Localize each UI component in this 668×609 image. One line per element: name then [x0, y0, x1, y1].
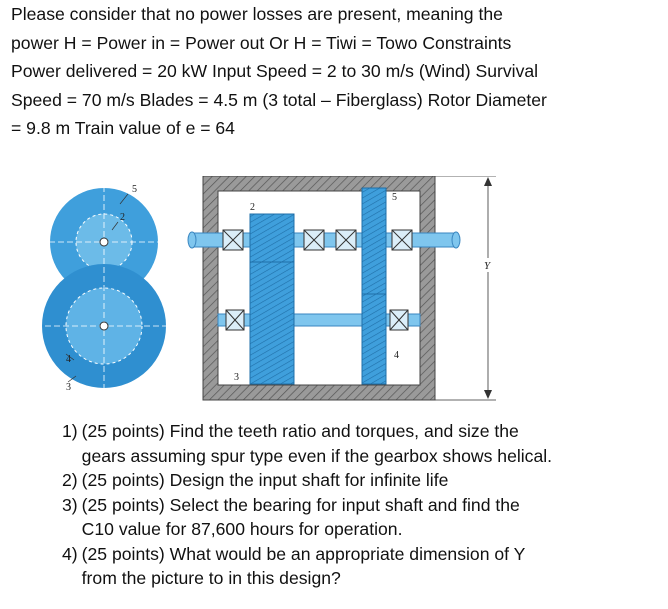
bearing-icon [336, 230, 356, 250]
housing-cavity [218, 191, 420, 385]
question-number: 1) [62, 421, 78, 441]
question-item [62, 419, 662, 468]
gear-label-2: 2 [250, 202, 255, 213]
gear-label-3: 3 [234, 372, 239, 383]
gear-label-2: 2 [120, 212, 125, 223]
gear-3 [250, 262, 294, 384]
intro-line: Please consider that no power losses are present, meaning the [11, 4, 503, 24]
gear-face-view [36, 184, 172, 393]
gear-label-4: 4 [66, 354, 71, 365]
question-text: (25 points) Find the teeth ratio and torques, and size the gears assuming spur type even if the gearbox shows helical. [81, 421, 553, 466]
arrow-up-icon [484, 177, 492, 186]
dimension-y-label: Y [484, 260, 491, 272]
gear-label-3: 3 [66, 382, 71, 393]
intro-line: = 9.8 m Train value of e = 64 [11, 118, 235, 139]
question-number: 3) [62, 494, 78, 515]
center-mark-icon [100, 322, 108, 330]
gear-label-5: 5 [392, 192, 397, 203]
question-text: (25 points) Select the bearing for input shaft and find the C10 value for 87,600 hours for operation. [81, 494, 520, 539]
bearing-icon [226, 310, 244, 330]
gear-label-5: 5 [132, 184, 137, 195]
question-number: 2) [62, 470, 78, 490]
bearing-icon [390, 310, 408, 330]
question-item [62, 493, 662, 542]
intro-line: Speed = 70 m/s Blades = 4.5 m (3 total – Fiberglass) Rotor Diameter [11, 89, 547, 110]
question-list [62, 419, 662, 591]
bearing-icon [304, 230, 324, 250]
bearing-icon [392, 230, 412, 250]
gear-4 [362, 294, 386, 384]
question-number: 4) [62, 543, 78, 564]
gearbox-section [188, 176, 496, 400]
intro-line: Power delivered = 20 kW Input Speed = 2 to 30 m/s (Wind) Survival [11, 61, 539, 82]
question-text: (25 points) Design the input shaft for infinite life [81, 470, 449, 490]
gearbox-diagram [0, 176, 668, 416]
problem-statement [11, 0, 661, 143]
intro-line: power H = Power in = Power out Or H = Tiwi = Towo Constraints [11, 32, 512, 53]
gear-2 [250, 214, 294, 264]
bearing-icon [223, 230, 243, 250]
question-text: (25 points) What would be an appropriate dimension of Y from the picture to in this design? [81, 543, 526, 588]
gearbox-figure [0, 176, 668, 416]
center-mark-icon [100, 238, 108, 246]
gear-label-4: 4 [394, 350, 399, 361]
question-item [62, 468, 662, 493]
gear-5 [362, 188, 386, 300]
question-item [62, 542, 662, 591]
arrow-down-icon [484, 390, 492, 399]
